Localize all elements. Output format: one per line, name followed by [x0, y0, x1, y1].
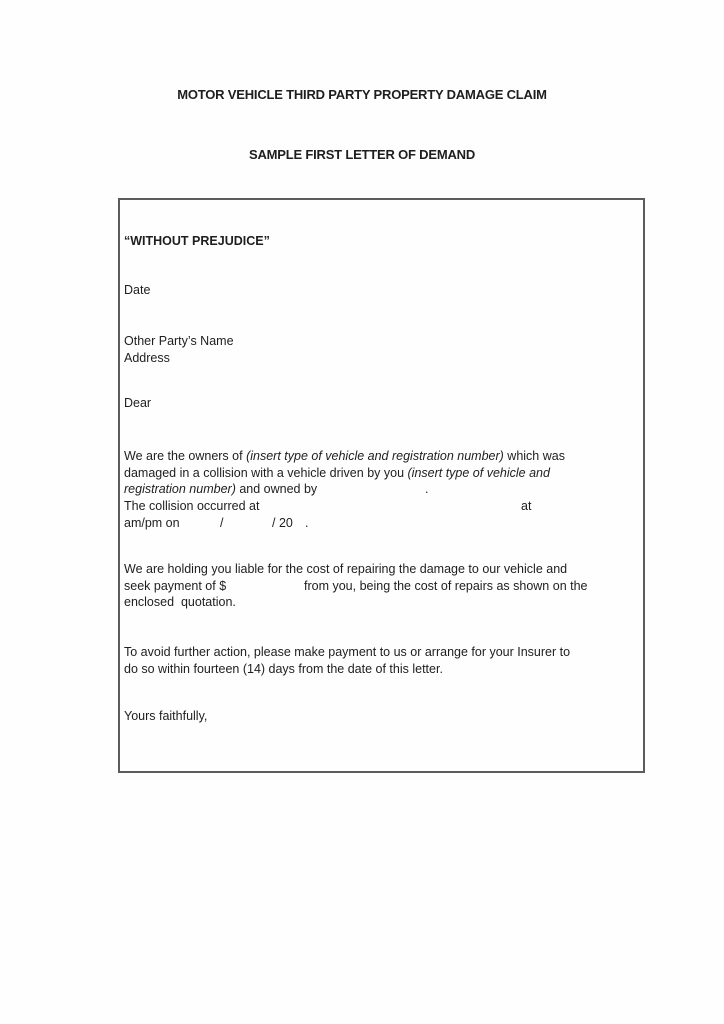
body-line	[124, 515, 639, 532]
blank-month-field	[230, 517, 268, 529]
date-separator: /	[220, 515, 224, 530]
blank-amount-field	[242, 580, 300, 592]
closing-line: Yours faithfully,	[124, 709, 208, 723]
text-segment: damaged in a collision with a vehicle driven by you	[124, 465, 408, 480]
body-line: To avoid further action, please make payment to us or arrange for your Insurer to	[124, 645, 571, 659]
without-prejudice-heading: “WITHOUT PREJUDICE”	[124, 234, 270, 248]
body-line	[124, 498, 639, 515]
body-line: We are holding you liable for the cost of repairing the damage to our vehicle and	[124, 562, 568, 576]
text-segment: and owned by	[235, 482, 318, 497]
document-title: MOTOR VEHICLE THIRD PARTY PROPERTY DAMAGE CLAIM	[177, 87, 547, 102]
body-line	[124, 448, 639, 465]
text-segment: We are the owners of	[124, 449, 247, 463]
body-line: enclosed quotation.	[124, 595, 236, 610]
text-segment: The collision occurred at	[124, 499, 260, 514]
text-segment: at	[521, 499, 532, 514]
letter-box	[118, 198, 645, 773]
body-line: do so within fourteen (14) days from the date of this letter.	[124, 661, 443, 676]
blank-day-field	[186, 517, 216, 529]
paragraph-further-action	[124, 644, 639, 677]
paragraph-payment-demand	[124, 561, 639, 611]
insert-placeholder-italic: registration number)	[124, 482, 236, 497]
text-segment: from you, being the cost of repairs as shown on the	[304, 578, 588, 593]
paragraph-collision-details	[124, 448, 639, 531]
recipient-address: Address	[124, 350, 170, 365]
text-segment: .	[305, 515, 309, 530]
insert-placeholder-italic: (insert type of vehicle and registration number)	[246, 449, 504, 463]
recipient-name: Other Party’s Name	[124, 334, 234, 348]
insert-placeholder-italic: (insert type of vehicle and	[407, 465, 550, 480]
text-segment: which was	[503, 449, 565, 463]
year-prefix: / 20	[272, 515, 293, 530]
date-label: Date	[124, 283, 151, 297]
blank-time-field	[536, 500, 568, 512]
blank-location-field	[284, 500, 514, 512]
recipient-block	[124, 333, 639, 366]
document-subtitle: SAMPLE FIRST LETTER OF DEMAND	[248, 147, 476, 162]
text-segment: am/pm on	[124, 515, 180, 530]
text-segment: seek payment of $	[124, 578, 227, 593]
body-line	[124, 481, 639, 498]
salutation: Dear	[124, 396, 152, 410]
body-line	[124, 465, 639, 482]
blank-owner-name-field	[319, 483, 419, 495]
blank-year-field	[294, 517, 302, 529]
text-segment: .	[425, 482, 429, 497]
body-line	[124, 578, 639, 595]
